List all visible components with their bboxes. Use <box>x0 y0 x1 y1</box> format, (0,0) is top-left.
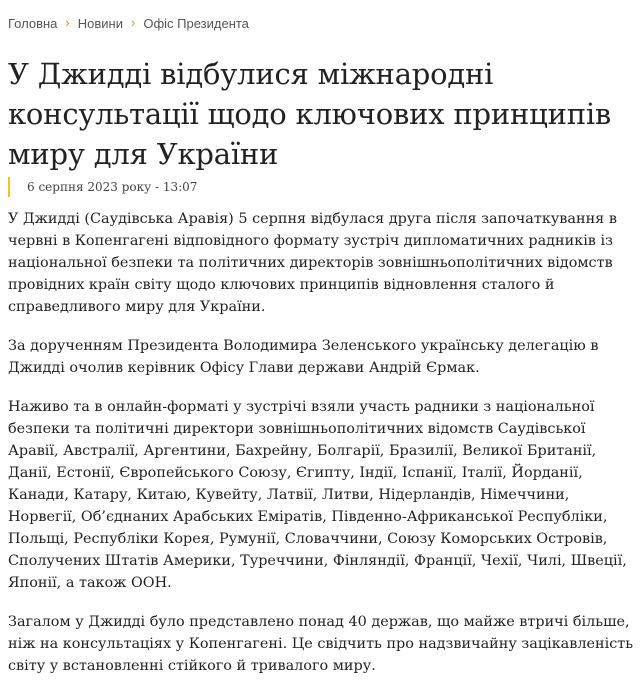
article-meta <box>8 177 197 197</box>
article-paragraph: У Джидді (Саудівська Аравія) 5 серпня відбулася друга після започаткування в червні в Копенгагені відповідного формату зустріч дипломатичних радників із національної безпеки та політичних директорів зовнішньополітичних відомств провідних країн світу щодо ключових принципів відновлення сталого й справедливого миру для України. <box>8 211 617 315</box>
date-accent-bar <box>8 177 10 197</box>
breadcrumb-president-office-link[interactable]: Офіс Президента <box>143 16 249 31</box>
article-date: 6 серпня 2023 року - 13:07 <box>27 180 198 194</box>
chevron-right-icon: › <box>130 15 136 30</box>
article-title: У Джидді відбулися міжнародні консультації щодо ключових принципів миру для України <box>8 57 612 171</box>
breadcrumb <box>8 16 249 31</box>
article-paragraph: Наживо та в онлайн-форматі у зустрічі взяли участь радники з національної безпеки та політичні директори зовнішньополітичних відомств Саудівської Аравії, Австралії, Аргентини, Бахрейну, Болгарії, Бразилії, Великої Британії, Данії, Естонії, Європейського Союзу, Єгипту, Індії, Іспанії, Італії, Йорданії, Канади, Катару, Китаю, Кувейту, Латвії, Литви, Нідерландів, Німеччини, Норвегії, Об’єднаних Арабських Еміратів, Південно-Африканської Республіки, Польщі, Республіки Корея, Румунії, Словаччини, Союзу Коморських Островів, Сполучених Штатів Америки, Туреччини, Фінляндії, Франції, Чехії, Чилі, Швеції, Японії, а також ООН. <box>8 399 627 591</box>
chevron-right-icon: › <box>65 15 70 30</box>
breadcrumb-home-link[interactable]: Головна <box>8 16 58 31</box>
article-paragraph: За дорученням Президента Володимира Зеленського українську делегацію в Джидді очолив керівник Офісу Глави держави Андрій Єрмак. <box>8 338 599 376</box>
article-paragraph: Загалом у Джидді було представлено понад 40 держав, що майже втричі більше, ніж на консультаціях у Копенгагені. Це свідчить про надзвичайну зацікавленість світу у встановленні стійкого й тривалого миру. <box>8 614 634 674</box>
breadcrumb-news-link[interactable]: Новини <box>77 16 123 31</box>
article-body <box>8 208 636 694</box>
